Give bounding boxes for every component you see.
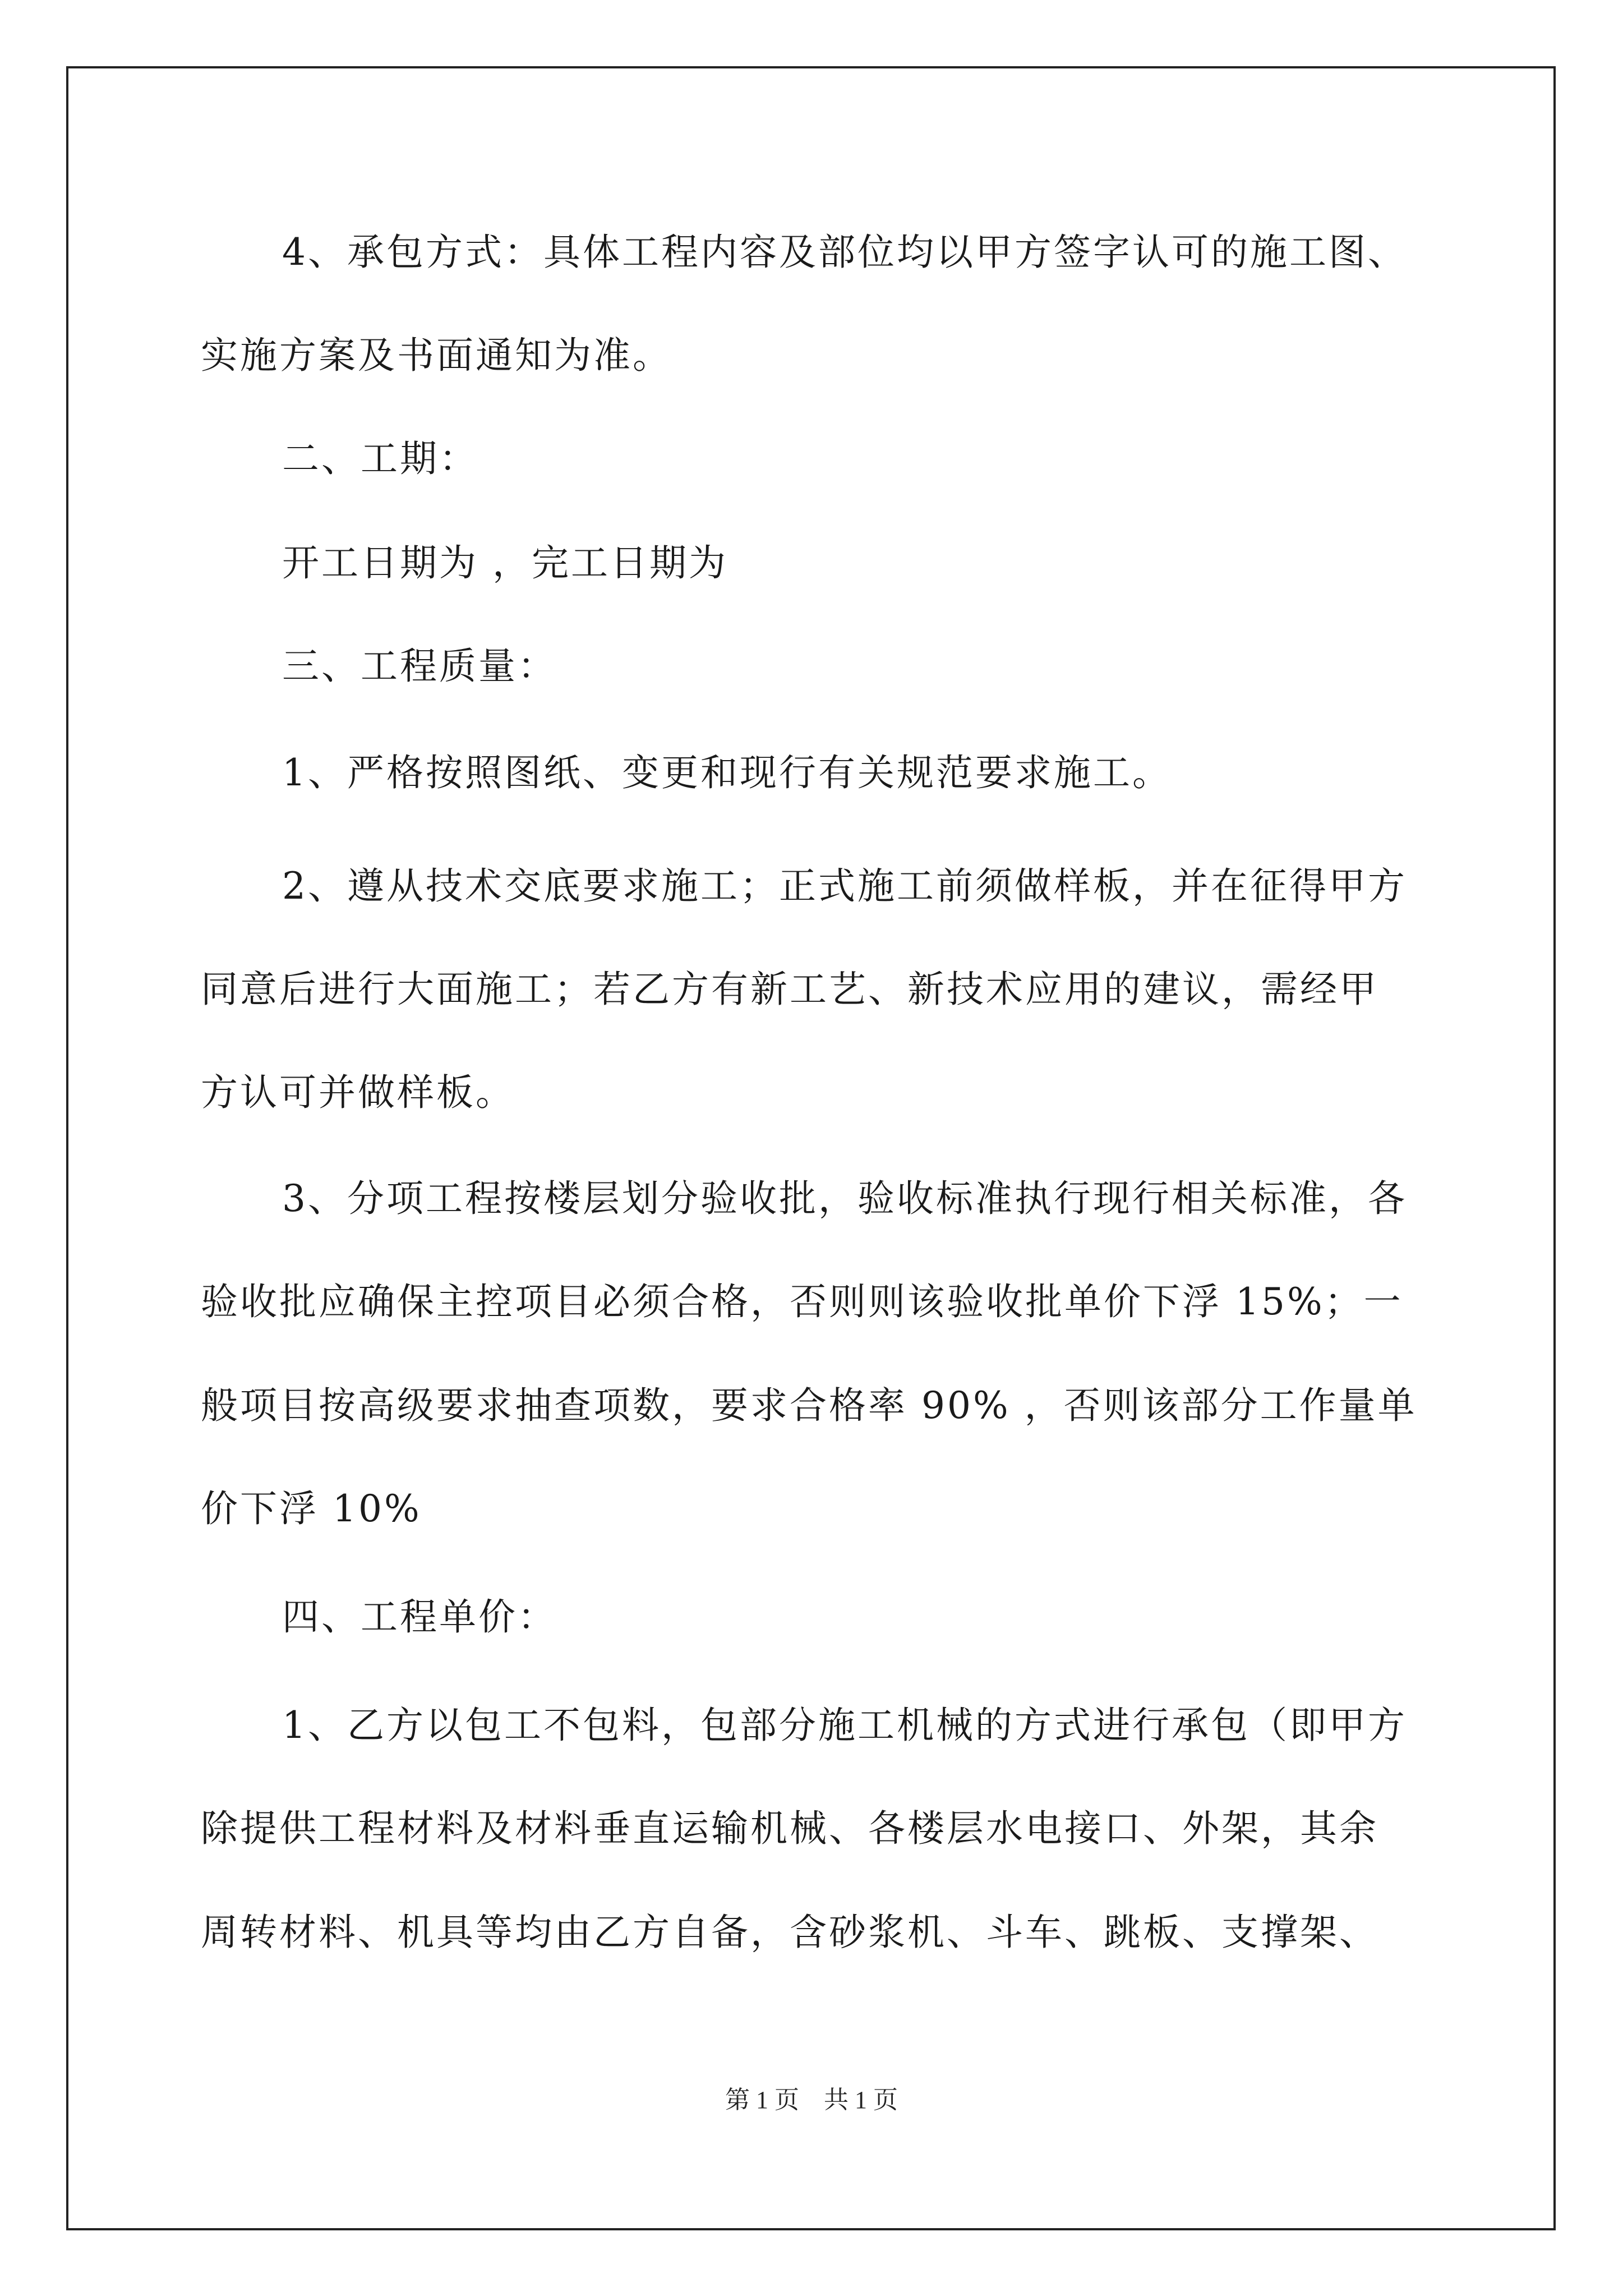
page-footer: 第 1 页 共 1 页 bbox=[725, 2086, 898, 2114]
paragraph-line: 般项目按高级要求抽查项数，要求合格率 90% ，否则该部分工作量单 bbox=[201, 1384, 1417, 1427]
paragraph-line: 验收批应确保主控项目必须合格，否则则该验收批单价下浮 15%；一 bbox=[201, 1280, 1403, 1323]
paragraph-line: 2、遵从技术交底要求施工；正式施工前须做样板，并在征得甲方 bbox=[282, 864, 1407, 908]
paragraph-line: 同意后进行大面施工；若乙方有新工艺、新技术应用的建议，需经甲 bbox=[201, 968, 1378, 1011]
paragraph-line: 开工日期为 ，完工日期为 bbox=[282, 541, 728, 585]
section-heading: 二、工期： bbox=[282, 437, 478, 480]
paragraph-line: 周转材料、机具等均由乙方自备，含砂浆机、斗车、跳板、支撑架、 bbox=[201, 1911, 1378, 1954]
paragraph-line: 除提供工程材料及材料垂直运输机械、各楼层水电接口、外架，其余 bbox=[201, 1807, 1378, 1850]
paragraph-line: 1、乙方以包工不包料，包部分施工机械的方式进行承包（即甲方 bbox=[282, 1704, 1407, 1747]
paragraph-line: 1、严格按照图纸、变更和现行有关规范要求施工。 bbox=[282, 751, 1172, 794]
section-heading: 三、工程质量： bbox=[282, 645, 557, 688]
paragraph-line: 方认可并做样板。 bbox=[201, 1071, 515, 1114]
paragraph-line: 3、分项工程按楼层划分验收批，验收标准执行现行相关标准，各 bbox=[282, 1177, 1407, 1220]
paragraph-line: 4、承包方式：具体工程内容及部位均以甲方签字认可的施工图、 bbox=[282, 231, 1407, 274]
paragraph-line: 价下浮 10% bbox=[201, 1487, 422, 1530]
section-heading: 四、工程单价： bbox=[282, 1595, 557, 1639]
paragraph-line: 实施方案及书面通知为准。 bbox=[201, 334, 672, 377]
